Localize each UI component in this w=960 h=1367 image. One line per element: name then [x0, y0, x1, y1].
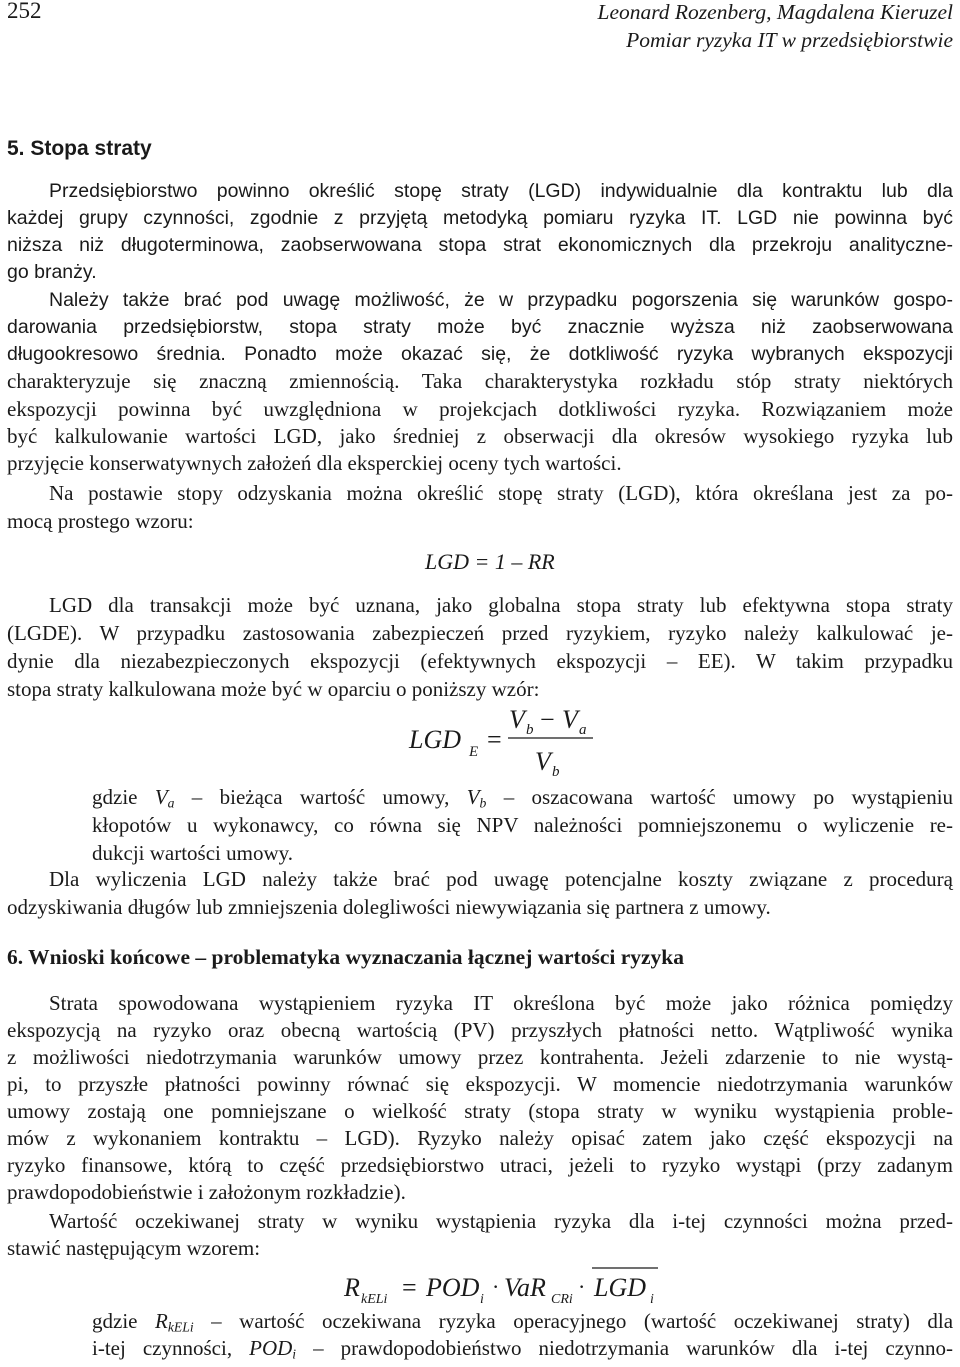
formula-var-sub: CRi	[551, 1292, 573, 1307]
formula-pod: POD	[426, 1273, 480, 1302]
symbol-rkeli: $R_{kELi}$	[155, 1309, 194, 1335]
page-header	[7, 0, 953, 60]
text-line: długookresowo średnia. Ponadto może okazać się, że dotkliwość ryzyka wybranych ekspozycji	[7, 343, 953, 365]
formula-dot: ·	[578, 1274, 586, 1299]
formula-dot: ·	[492, 1274, 500, 1299]
symbol-va: $V_a$	[154, 785, 175, 811]
where-text: – bieżąca wartość umowy,	[191, 785, 450, 809]
text-line: stawić następującym wzorem:	[7, 1236, 261, 1260]
running-head	[597, 0, 953, 54]
where-text: – prawdopodobieństwo niedotrzymania warunków dla i-tej czynno-	[313, 1336, 954, 1360]
running-head-authors: Leonard Rozenberg, Magdalena Kieruzel	[597, 0, 953, 24]
formula-num-b-sub: a	[579, 722, 587, 738]
text-line: każdej grupy czynności, zgodnie z przyjętą metodyką pomiaru ryzyka IT. LGD nie powinna być	[7, 207, 953, 229]
text-line: stopa straty kalkulowana może być w oparciu o poniższy wzór:	[7, 677, 540, 701]
formula-rkeli	[340, 1262, 670, 1312]
formula-var: VaR	[504, 1273, 546, 1302]
text-line: (LGDE). W przypadku zastosowania zabezpieczeń przed ryzykiem, ryzyko należy kalkulować je-	[7, 621, 953, 645]
text-line: umowy zostają one pomniejszane o wielkość straty (stopa straty w wyniku wystąpienia proble-	[7, 1099, 953, 1123]
text-line: przyjęcie konserwatywnych założeń dla eksperckiej oceny tych wartości.	[7, 451, 622, 475]
formula-lgd-e	[405, 700, 605, 780]
where-line-3	[92, 1335, 953, 1367]
text-line: ryzyko finansowe, którą to część przedsiębiorstwo utraci, jeżeli to ryzyko wystąpi (przy zadanym	[7, 1153, 953, 1177]
symbol-pod: $POD_i$	[249, 1336, 297, 1362]
formula-num-a: V	[509, 705, 525, 734]
where-text: – oszacowana wartość umowy po wystąpieniu	[503, 785, 954, 809]
text-line: charakteryzuje się znaczną zmiennością. Taka charakterystyka rozkładu stóp straty niektórych	[7, 369, 953, 393]
text-line: kłopotów u wykonawcy, co równa się NPV należności pomniejszonemu o wyliczenie re-	[92, 813, 953, 837]
text-line: Przedsiębiorstwo powinno określić stopę straty (LGD) indywidualnie dla kontraktu lub dla	[49, 180, 953, 202]
text-line: Należy także brać pod uwagę możliwość, że w przypadku pogorszenia się warunków gospo-	[49, 289, 953, 311]
formula-equals: =	[402, 1273, 417, 1302]
text-line: Na postawie stopy odzyskania można określić stopę straty (LGD), która określana jest za po-	[49, 481, 953, 505]
formula-num-b: V	[562, 705, 578, 734]
where-text: – wartość oczekiwana ryzyka operacyjnego (wartość oczekiwanej straty) dla	[211, 1309, 954, 1333]
symbol-vb: $V_b$	[466, 785, 487, 811]
text-line: go branży.	[7, 261, 97, 283]
text-line: Wartość oczekiwanej straty w wyniku wystąpienia ryzyka dla i-tej czynności można przed-	[49, 1209, 953, 1233]
section-5-title: 5. Stopa straty	[7, 137, 152, 160]
text-line: niższa niż długoterminowa, zaobserwowana stopa strat ekonomicznych dla przekroju analityczne-	[7, 234, 953, 256]
text-line: być kalkulowanie wartości LGD, jako średniej z obserwacji dla okresów wysokiego ryzyka lub	[7, 424, 953, 448]
text-line: ekspozycją na ryzyko oraz obecną wartością (PV) przyszłych płatności netto. Wątpliwość wynika	[7, 1018, 953, 1042]
text-line: darowania przedsiębiorstw, stopa straty może być znacznie wyższa niż zaobserwowana	[7, 316, 953, 338]
formula-den-sub: b	[552, 764, 560, 780]
text-line: z możliwości niedotrzymania warunków umowy przez kontrahenta. Jeżeli zdarzenie to nie wystą-	[7, 1045, 953, 1069]
formula-num-a-sub: b	[526, 722, 534, 738]
page-number: 252	[7, 0, 42, 23]
formula-equals: =	[487, 725, 502, 754]
text-line: LGD dla transakcji może być uznana, jako globalna stopa straty lub efektywna stopa straty	[49, 593, 953, 617]
text-line: pi, to przyszłe płatności powinny równać się ekspozycji. W momencie niedotrzymania warunków	[7, 1072, 953, 1096]
formula-pod-sub: i	[480, 1292, 484, 1307]
text-line: prawdopodobieństwie i założonym rozkładzie).	[7, 1180, 406, 1204]
text-line: mocą prostego wzoru:	[7, 509, 194, 533]
formula-den: V	[535, 747, 551, 776]
formula-lgd-sub: i	[650, 1292, 654, 1307]
text-line: dynie dla niezabezpieczonych ekspozycji (efektywnych ekspozycji – EE). W takim przypadku	[7, 649, 953, 673]
where-gdzie: gdzie	[92, 1309, 138, 1333]
formula-minus: −	[540, 705, 555, 734]
text-line: ekspozycji powinna być uwzględniona w projekcjach dotkliwości ryzyka. Rozwiązaniem może	[7, 397, 953, 421]
section-6-title: 6. Wnioski końcowe – problematyka wyznaczania łącznej wartości ryzyka	[7, 945, 685, 969]
where-text: i-tej czynności,	[92, 1336, 233, 1360]
text-line: Dla wyliczenia LGD należy także brać pod uwagę potencjalne koszty związane z procedurą	[49, 867, 953, 891]
formula-r: R	[344, 1273, 360, 1302]
where-gdzie: gdzie	[92, 785, 138, 809]
formula-lgd: LGD	[594, 1273, 647, 1302]
formula-lgd-rr: LGD = 1 – RR	[425, 549, 555, 574]
formula-lhs: LGD	[409, 725, 462, 754]
text-line: dukcji wartości umowy.	[92, 841, 294, 865]
text-line: Strata spowodowana wystąpieniem ryzyka IT określona być może jako różnica pomiędzy	[49, 991, 953, 1015]
text-line: odzyskiwania długów lub zmniejszenia dolegliwości niewywiązania się partnera z umowy.	[7, 895, 771, 919]
running-head-title: Pomiar ryzyka IT w przedsiębiorstwie	[626, 28, 953, 52]
text-line: mów z wykonaniem kontraktu – LGD). Ryzyko należy opisać zatem jako część ekspozycji na	[7, 1126, 953, 1150]
formula-lhs-sub: E	[469, 744, 479, 760]
formula-r-sub: kELi	[361, 1292, 388, 1307]
